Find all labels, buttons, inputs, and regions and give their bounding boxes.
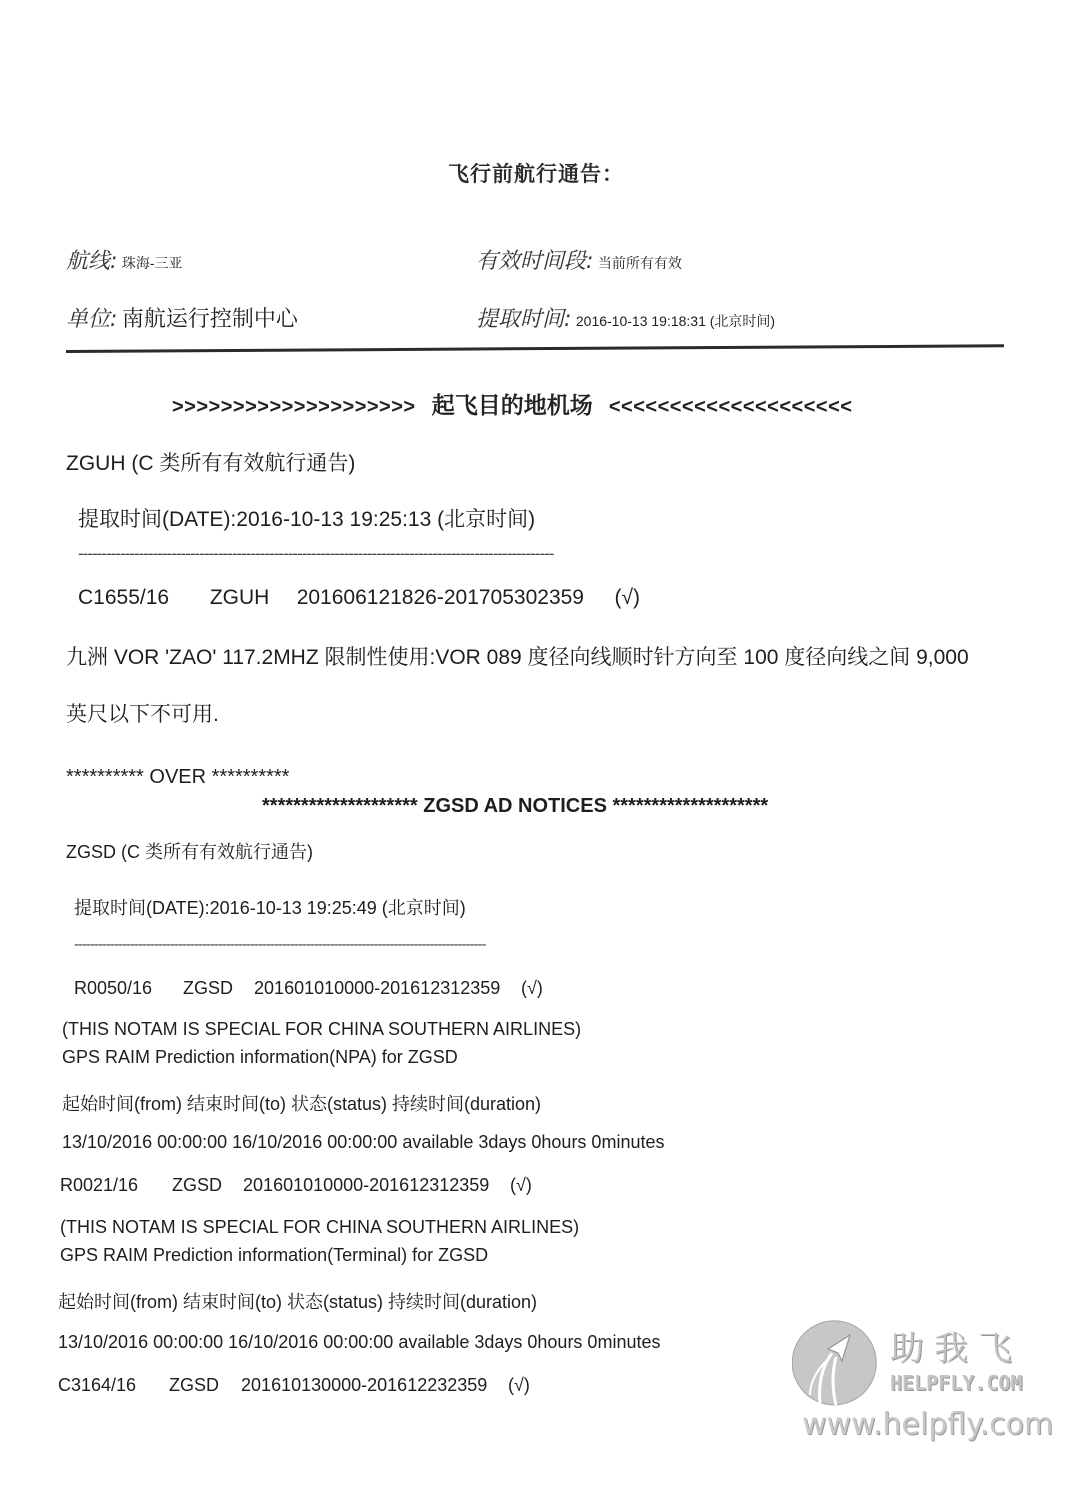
unit-label: 单位:: [66, 307, 118, 332]
notam-id: C1655/16: [78, 586, 170, 609]
notam-airport: ZGUH: [209, 586, 270, 609]
notam-header-row: [60, 1175, 532, 1196]
retrieved-field: [476, 302, 775, 333]
zgsd-retrieved-time: 提取时间(DATE):2016-10-13 19:25:49 (北京时间): [74, 898, 466, 918]
notam-airport: ZGSD: [169, 1375, 220, 1395]
notam-text-line2: 英尺以下不可用.: [66, 703, 219, 726]
watermark-en-text: HELPFLY.COM: [890, 1371, 1023, 1395]
notam-period: 201601010000-201612312359: [254, 978, 501, 998]
retrieved-label: 提取时间:: [476, 307, 572, 332]
notam-valid-mark: (√): [508, 1375, 530, 1395]
unit-value: 南航运行控制中心: [121, 306, 298, 331]
watermark-url: www.helpfly.com: [802, 1407, 1054, 1442]
retrieved-value: 2016-10-13 19:18:31 (北京时间): [575, 313, 776, 329]
zgsd-banner: ******************** ZGSD AD NOTICES ********************: [262, 795, 769, 817]
zguh-heading: ZGUH (C 类所有有效航行通告): [66, 452, 356, 475]
zguh-retrieved-time: 提取时间(DATE):2016-10-13 19:25:13 (北京时间): [78, 508, 536, 531]
notam-period: 201606121826-201705302359: [296, 586, 584, 609]
document-title: 飞行前航行通告：: [448, 163, 624, 186]
raim-table-row: 13/10/2016 00:00:00 16/10/2016 00:00:00 available 3days 0hours 0minutes: [58, 1332, 661, 1352]
notam-special-note: (THIS NOTAM IS SPECIAL FOR CHINA SOUTHERN AIRLINES): [60, 1217, 580, 1237]
watermark-cn-text: 助我飞: [890, 1329, 1022, 1369]
banner-left-arrows: >>>>>>>>>>>>>>>>>>>>: [172, 396, 416, 418]
validity-value: 当前所有有效: [597, 255, 682, 271]
notam-header-row: [78, 586, 640, 610]
notam-valid-mark: (√): [614, 586, 641, 609]
paper-plane-circle-icon: [792, 1317, 884, 1409]
notam-airport: ZGSD: [183, 978, 234, 998]
banner-title: 起飞目的地机场: [431, 392, 593, 418]
notam-valid-mark: (√): [510, 1175, 532, 1195]
notam-info: GPS RAIM Prediction information(NPA) for ZGSD: [62, 1047, 458, 1067]
banner-right-arrows: <<<<<<<<<<<<<<<<<<<<: [608, 396, 853, 418]
notam-period: 201610130000-201612232359: [241, 1375, 488, 1395]
zguh-dashed-divider: ------------------------------------------------------------------------------------------------------: [78, 544, 554, 563]
zguh-over-marker: ********** OVER **********: [66, 766, 290, 788]
zgsd-dashed-divider: -------------------------------------------------------------------------------------------------------: [74, 936, 486, 953]
zgsd-heading: ZGSD (C 类所有有效航行通告): [66, 842, 313, 862]
route-label: 航线:: [66, 249, 118, 274]
route-value: 珠海-三亚: [121, 255, 183, 271]
notam-valid-mark: (√): [521, 978, 543, 998]
helpfly-watermark: [790, 1315, 1054, 1445]
notam-text-line1: 九洲 VOR 'ZAO' 117.2MHZ 限制性使用:VOR 089 度径向线顺时针方向至 100 度径向线之间 9,000: [66, 646, 969, 669]
notam-special-note: (THIS NOTAM IS SPECIAL FOR CHINA SOUTHERN AIRLINES): [62, 1019, 582, 1039]
raim-table-row: 13/10/2016 00:00:00 16/10/2016 00:00:00 available 3days 0hours 0minutes: [62, 1132, 665, 1152]
notam-header-row: [58, 1375, 530, 1396]
notam-id: R0050/16: [74, 978, 153, 998]
validity-field: [476, 244, 682, 275]
raim-table-header: 起始时间(from) 结束时间(to) 状态(status) 持续时间(duration): [62, 1094, 542, 1114]
validity-label: 有效时间段:: [476, 249, 594, 274]
raim-table-header: 起始时间(from) 结束时间(to) 状态(status) 持续时间(duration): [58, 1292, 538, 1312]
header-divider: [66, 344, 1004, 353]
notam-period: 201601010000-201612312359: [243, 1175, 490, 1195]
notam-id: R0021/16: [60, 1175, 139, 1195]
unit-field: [66, 302, 298, 333]
route-field: [66, 244, 183, 275]
notam-airport: ZGSD: [172, 1175, 223, 1195]
notam-header-row: [74, 978, 543, 999]
notam-info: GPS RAIM Prediction information(Terminal) for ZGSD: [60, 1245, 489, 1265]
notam-id: C3164/16: [58, 1375, 137, 1395]
section-banner: [172, 387, 852, 420]
